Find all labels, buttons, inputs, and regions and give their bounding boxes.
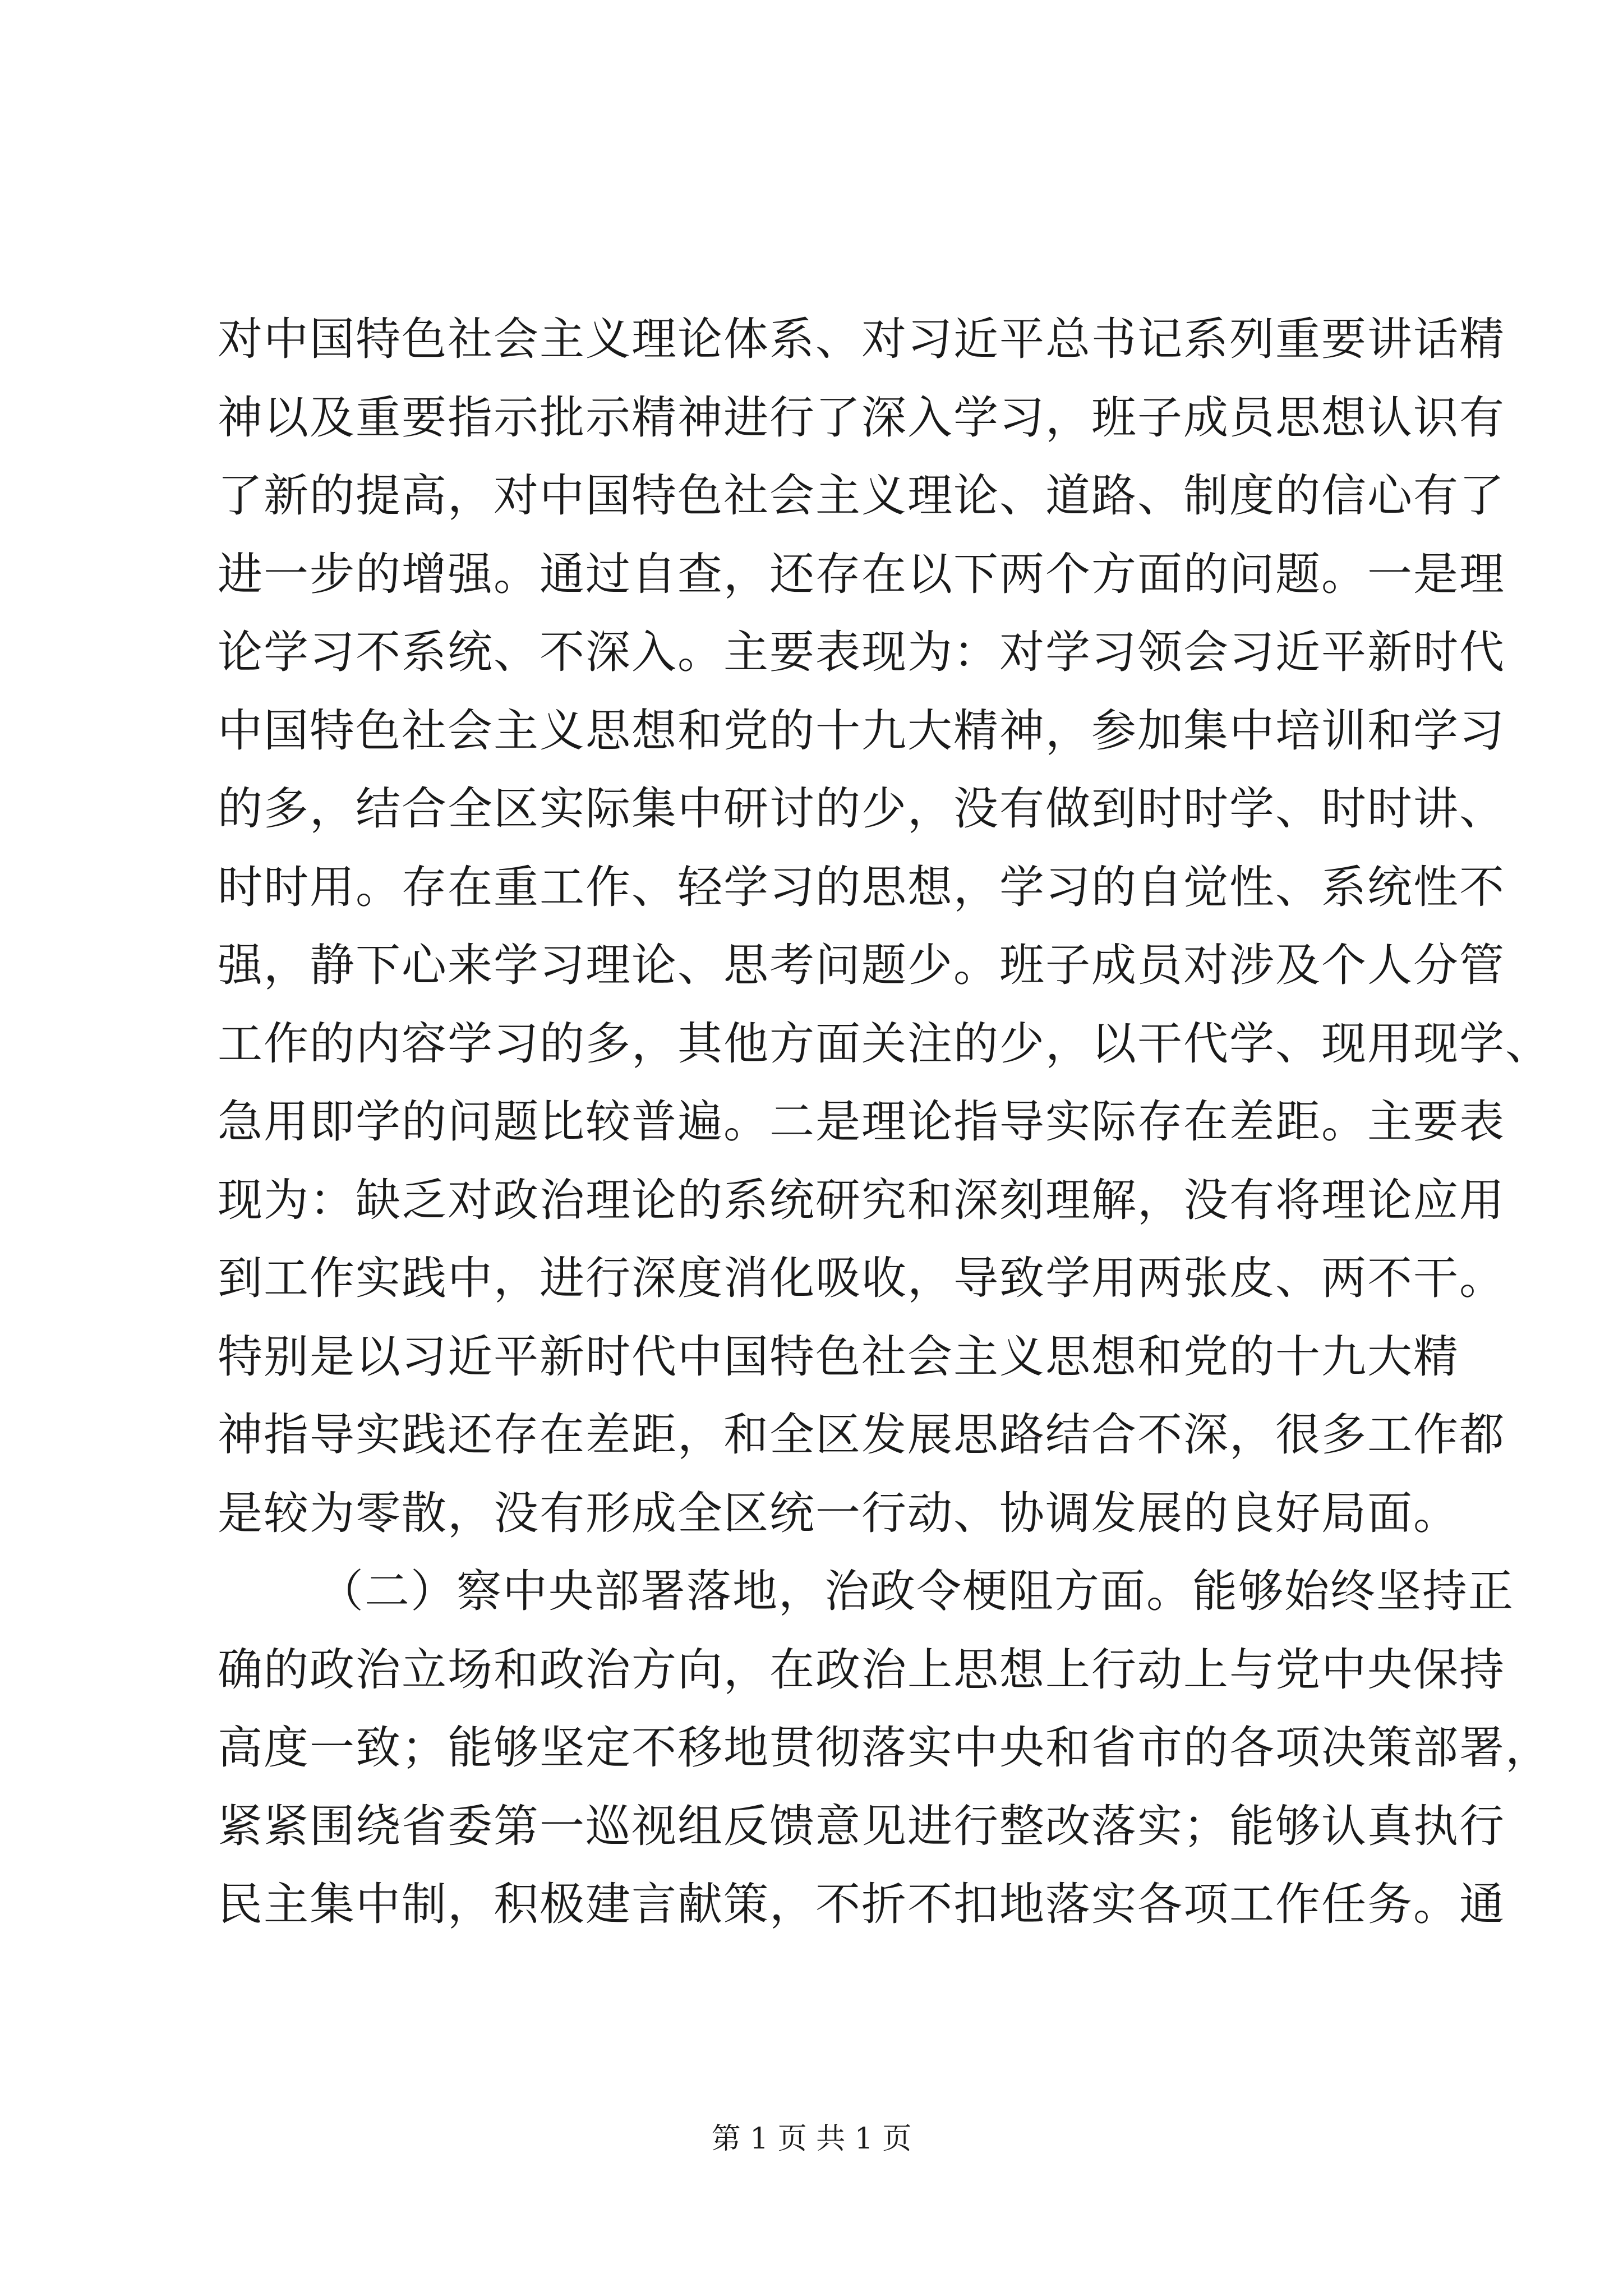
text-line: 急用即学的问题比较普遍。二是理论指导实际存在差距。主要表	[218, 1096, 1505, 1148]
text-line: 特别是以习近平新时代中国特色社会主义思想和党的十九大精	[218, 1330, 1459, 1383]
text-line: 高度一致；能够坚定不移地贯彻落实中央和省市的各项决策部署，	[218, 1722, 1551, 1774]
text-line: 时时用。存在重工作、轻学习的思想，学习的自觉性、系统性不	[218, 861, 1505, 913]
text-line: 中国特色社会主义思想和党的十九大精神，参加集中培训和学习	[218, 704, 1505, 757]
text-line: 对中国特色社会主义理论体系、对习近平总书记系列重要讲话精	[218, 313, 1505, 365]
text-line: 神以及重要指示批示精神进行了深入学习，班子成员思想认识有	[218, 391, 1505, 444]
text-line: 确的政治立场和政治方向，在政治上思想上行动上与党中央保持	[218, 1643, 1505, 1696]
text-line: 紧紧围绕省委第一巡视组反馈意见进行整改落实；能够认真执行	[218, 1800, 1505, 1852]
text-line: 民主集中制，积极建言献策，不折不扣地落实各项工作任务。通	[218, 1878, 1505, 1930]
text-line: 是较为零散，没有形成全区统一行动、协调发展的良好局面。	[218, 1487, 1459, 1539]
text-line: 到工作实践中，进行深度消化吸收，导致学用两张皮、两不干。	[218, 1252, 1505, 1304]
section-heading-line: （二）察中央部署落地，治政令梗阻方面。能够始终坚持正	[319, 1565, 1514, 1617]
body-text	[218, 300, 1551, 1944]
text-line: 论学习不系统、不深入。主要表现为：对学习领会习近平新时代	[218, 626, 1505, 678]
text-line: 的多，结合全区实际集中研讨的少，没有做到时时学、时时讲、	[218, 783, 1505, 835]
text-line: 进一步的增强。通过自查，还存在以下两个方面的问题。一是理	[218, 547, 1505, 600]
text-line: 神指导实践还存在差距，和全区发展思路结合不深，很多工作都	[218, 1409, 1505, 1461]
text-line: 工作的内容学习的多，其他方面关注的少，以干代学、现用现学、	[218, 1017, 1551, 1070]
text-line: 现为：缺乏对政治理论的系统研究和深刻理解，没有将理论应用	[218, 1174, 1505, 1226]
text-line: 强，静下心来学习理论、思考问题少。班子成员对涉及个人分管	[218, 939, 1505, 991]
text-line: 了新的提高，对中国特色社会主义理论、道路、制度的信心有了	[218, 470, 1505, 522]
page-footer: 第 1 页 共 1 页	[711, 2122, 912, 2156]
